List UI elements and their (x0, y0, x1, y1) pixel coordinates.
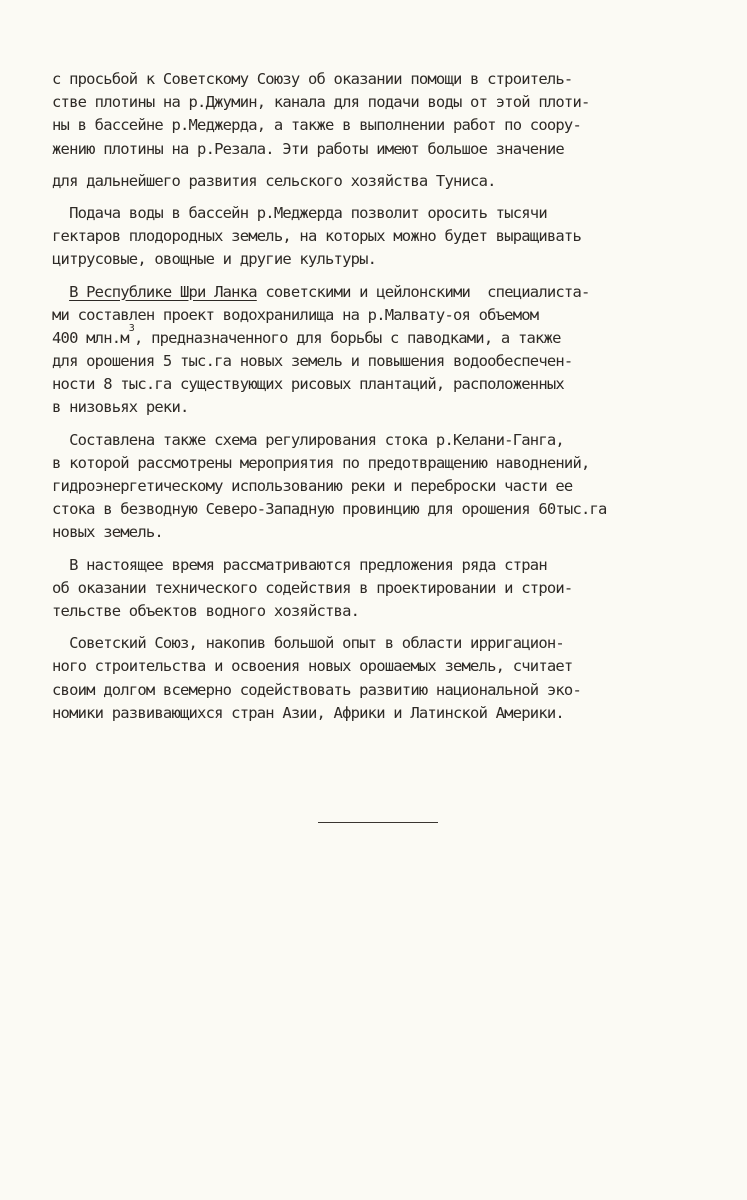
text-line: об оказании технического содействия в проектировании и строи- (52, 578, 573, 597)
text-line: своим долгом всемерно содействовать развитию национальной эко- (52, 680, 581, 699)
text-line: стве плотины на р.Джумин, канала для подачи воды от этой плоти- (52, 93, 590, 112)
paragraph-soviet-union-conclusion (52, 632, 712, 725)
text-line: для орошения 5 тыс.га новых земель и повышения водообеспечен- (52, 352, 573, 371)
text-line: тельстве объектов водного хозяйства. (52, 601, 360, 620)
text-line: цитрусовые, овощные и другие культуры. (52, 250, 377, 269)
text-line: Подача воды в бассейн р.Меджерда позволит оросить тысячи (52, 203, 547, 222)
line-rest: советскими и цейлонскими специалиста- (256, 282, 590, 301)
text-line (52, 322, 712, 350)
text-line: гидроэнергетическому использованию реки и переброски части ее (52, 477, 573, 495)
text-line: стока в безводную Северо-Западную провинцию для орошения 60тыс.га (52, 500, 607, 519)
paragraph-sri-lanka (52, 281, 712, 420)
line-start: 400 млн.м (52, 328, 129, 347)
text-line: ного строительства и освоения новых орошаемых земель, считает (52, 657, 573, 676)
text-line: ны в бассейне р.Меджерда, а также в выполнении работ по соору- (52, 116, 581, 135)
superscript: 3 (128, 322, 135, 334)
text-line: в которой рассмотрены мероприятия по предотвращению наводнений, (52, 453, 590, 472)
text-line: гектаров плодородных земель, на которых можно будет выращивать (52, 227, 581, 246)
text-line: ности 8 тыс.га существующих рисовых плантаций, расположенных (52, 375, 564, 394)
paragraph-technical-assistance (52, 554, 712, 624)
text-line: ми составлен проект водохранилища на р.Малвату-оя объемом (52, 305, 539, 324)
text-line: Советский Союз, накопив большой опыт в области ирригацион- (52, 634, 564, 653)
underlined-heading: В Республике Шри Ланка (69, 282, 257, 301)
text-line: для дальнейшего развития сельского хозяйства Туниса. (52, 171, 496, 190)
text-line: номики развивающихся стран Азии, Африки и Латинской Америки. (52, 703, 564, 722)
text-line: В настоящее время рассматриваются предложения ряда стран (52, 555, 547, 574)
indent (52, 283, 69, 301)
text-line: с просьбой к Советскому Союзу об оказании помощи в строитель- (52, 70, 573, 88)
line-end: , предназначенного для борьбы с паводками, а также (134, 328, 561, 347)
paragraph-medjerda-irrigation (52, 202, 712, 272)
text-line: в низовьях реки. (52, 398, 189, 417)
document-body (52, 68, 712, 725)
end-divider-line (318, 822, 438, 823)
text-line: Составлена также схема регулирования стока р.Келани-Ганга, (52, 430, 564, 449)
paragraph-tunisia-request (52, 68, 712, 193)
paragraph-kelani-ganga (52, 429, 712, 545)
text-line: жению плотины на р.Резала. Эти работы имеют большое значение (52, 139, 564, 158)
text-line (52, 281, 712, 304)
text-line: новых земель. (52, 523, 163, 542)
